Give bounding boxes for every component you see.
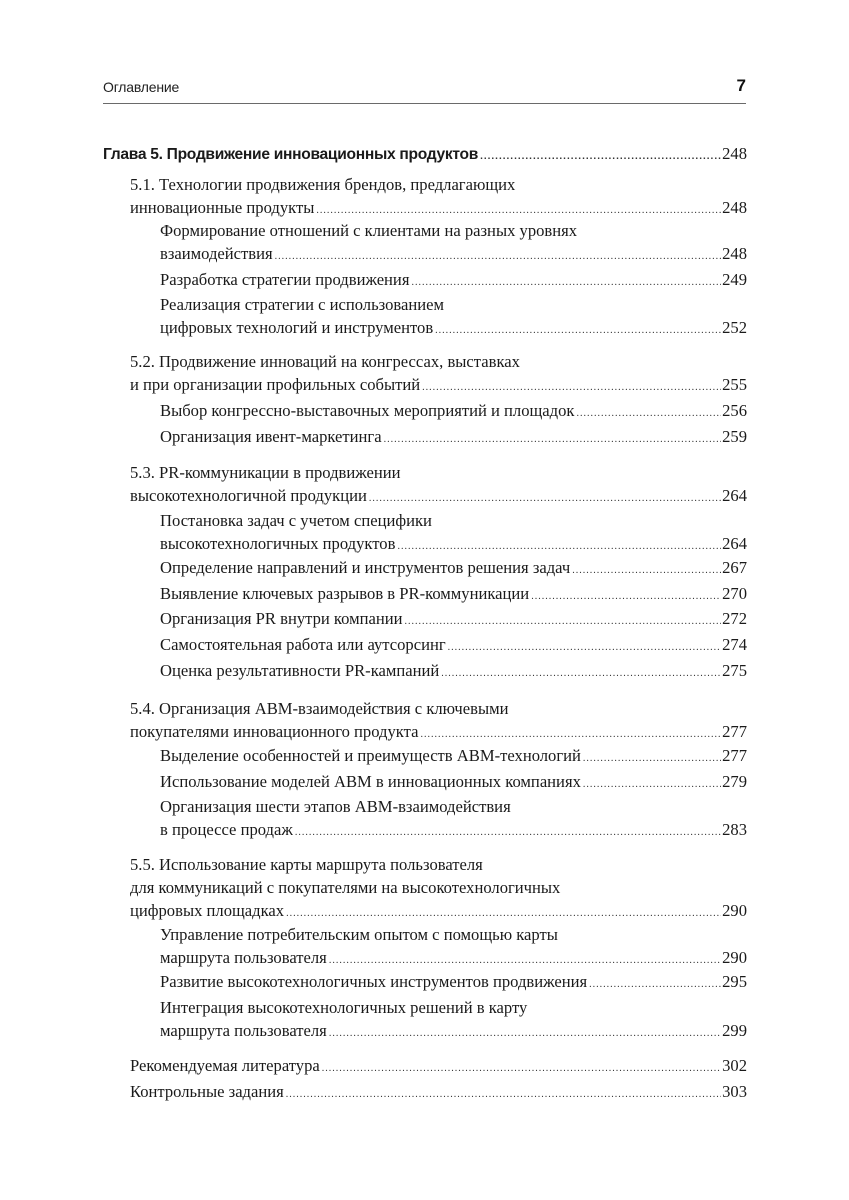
toc-section[interactable] <box>130 173 747 222</box>
toc-entry-text: в процессе продаж <box>160 820 293 839</box>
toc-entry-text: 5.4. Организация ABM-взаимодействия с ключевыми <box>130 699 509 718</box>
toc-entry-text: цифровых площадках <box>130 901 285 920</box>
dot-leader <box>384 428 722 451</box>
toc-entry-text: 5.2. Продвижение инноваций на конгрессах, выставках <box>130 352 520 371</box>
toc-entry-text: Выбор конгрессно-выставочных мероприятий и площадок <box>160 401 575 420</box>
dot-leader <box>480 145 721 168</box>
toc-page-number: 290 <box>722 901 747 920</box>
toc-section[interactable] <box>130 350 747 399</box>
toc-page-number: 274 <box>722 635 747 654</box>
toc-page-number: 248 <box>722 198 747 217</box>
toc-entry-text: 5.3. PR-коммуникации в продвижении <box>130 463 401 482</box>
toc-entry-text: Интеграция высокотехнологичных решений в карту <box>160 998 528 1017</box>
page-number: 7 <box>736 76 746 95</box>
toc-page-number: 270 <box>722 584 747 603</box>
toc-entry-text: Реализация стратегии с использованием <box>160 295 445 314</box>
dot-leader <box>420 723 721 746</box>
toc-page-number: 264 <box>722 486 747 505</box>
toc-subsection[interactable] <box>160 970 747 996</box>
toc-page-number: 252 <box>722 318 747 337</box>
dot-leader <box>572 559 721 582</box>
toc-subsection[interactable] <box>160 268 747 294</box>
toc-entry-text: Выделение особенностей и преимуществ ABM-технологий <box>160 746 581 765</box>
dot-leader <box>583 747 721 770</box>
toc-page-number: 277 <box>722 722 747 741</box>
dot-leader <box>286 902 721 925</box>
toc-page-number: 290 <box>722 948 747 967</box>
toc-entry-text: Организация ивент-маркетинга <box>160 427 382 446</box>
toc-entry-text: Организация шести этапов ABM-взаимодействия <box>160 797 511 816</box>
toc-entry-text: Разработка стратегии продвижения <box>160 270 410 289</box>
toc-subsection[interactable] <box>160 633 747 659</box>
toc-subsection[interactable] <box>160 293 747 342</box>
toc-page-number: 272 <box>722 609 747 628</box>
toc-entry-text: Развитие высокотехнологичных инструментов продвижения <box>160 972 588 991</box>
toc-page-number: 277 <box>722 746 747 765</box>
toc-page-number: 256 <box>722 401 747 420</box>
dot-leader <box>422 376 721 399</box>
toc-entry-text: взаимодействия <box>160 244 273 263</box>
toc-subsection[interactable] <box>160 607 747 633</box>
toc-page-number: 255 <box>722 375 747 394</box>
toc-page-number: 275 <box>722 661 747 680</box>
toc-page-number: 248 <box>722 144 747 163</box>
toc-page-number: 283 <box>722 820 747 839</box>
toc-chapter-title: Глава 5. Продвижение инновационных продуктов <box>103 146 479 163</box>
dot-leader <box>397 535 721 558</box>
toc-subsection[interactable] <box>160 219 747 268</box>
toc-page-number: 264 <box>722 534 747 553</box>
dot-leader <box>576 402 721 425</box>
toc-section[interactable] <box>130 1080 747 1106</box>
toc-entry-text: покупателями инновационного продукта <box>130 722 419 741</box>
toc-entry-text: высокотехнологичной продукции <box>130 486 367 505</box>
dot-leader <box>531 585 721 608</box>
toc-entry-text: цифровых технологий и инструментов <box>160 318 434 337</box>
toc-entry-text: маршрута пользователя <box>160 1021 327 1040</box>
toc-entry-text: Оценка результативности PR-кампаний <box>160 661 440 680</box>
toc-entry-text: инновационные продукты <box>130 198 315 217</box>
dot-leader <box>448 636 721 659</box>
toc-subsection[interactable] <box>160 923 747 972</box>
toc-entry-text: 5.1. Технологии продвижения брендов, предлагающих <box>130 175 516 194</box>
toc-subsection[interactable] <box>160 582 747 608</box>
toc-entry-text: Самостоятельная работа или аутсорсинг <box>160 635 446 654</box>
toc-entry-text: Определение направлений и инструментов решения задач <box>160 558 571 577</box>
toc-entry-text: Формирование отношений с клиентами на разных уровнях <box>160 221 578 240</box>
toc-page-number: 259 <box>722 427 747 446</box>
dot-leader <box>589 973 721 996</box>
toc-subsection[interactable] <box>160 744 747 770</box>
toc-subsection[interactable] <box>160 770 747 796</box>
toc-section[interactable] <box>130 853 747 925</box>
toc-subsection[interactable] <box>160 509 747 558</box>
toc-entry-text: Организация PR внутри компании <box>160 609 403 628</box>
toc-entry-text: для коммуникаций с покупателями на высокотехнологичных <box>130 878 561 897</box>
toc-subsection[interactable] <box>160 996 747 1045</box>
toc-subsection[interactable] <box>160 425 747 451</box>
running-header-title: Оглавление <box>103 79 180 95</box>
toc-page-number: 299 <box>722 1021 747 1040</box>
dot-leader <box>329 949 721 972</box>
dot-leader <box>286 1083 721 1106</box>
toc-section[interactable] <box>130 1054 747 1080</box>
toc-entry-text: и при организации профильных событий <box>130 375 421 394</box>
toc-page-number: 302 <box>722 1056 747 1075</box>
toc-entry-text: Управление потребительским опытом с помощью карты <box>160 925 558 944</box>
toc-page-number: 279 <box>722 772 747 791</box>
dot-leader <box>275 245 722 268</box>
toc-entry-text: высокотехнологичных продуктов <box>160 534 396 553</box>
dot-leader <box>441 662 721 685</box>
toc-page-number: 248 <box>722 244 747 263</box>
toc-entry-text: маршрута пользователя <box>160 948 327 967</box>
toc-chapter-heading[interactable] <box>103 142 747 168</box>
toc-entry-text: 5.5. Использование карты маршрута пользователя <box>130 855 483 874</box>
toc-entry-text: Контрольные задания <box>130 1082 284 1101</box>
running-header <box>103 77 746 104</box>
toc-subsection[interactable] <box>160 659 747 685</box>
toc-entry-text: Использование моделей ABM в инновационных компаниях <box>160 772 581 791</box>
toc-entry-text: Выявление ключевых разрывов в PR-коммуникации <box>160 584 530 603</box>
dot-leader <box>369 487 721 510</box>
toc-page-number: 303 <box>722 1082 747 1101</box>
toc-entry-text: Постановка задач с учетом специфики <box>160 511 432 530</box>
toc-subsection[interactable] <box>160 399 747 425</box>
dot-leader <box>435 319 721 342</box>
toc-section[interactable] <box>130 461 747 510</box>
dot-leader <box>405 610 722 633</box>
dot-leader <box>411 271 721 294</box>
toc-entry-text: Рекомендуемая литература <box>130 1056 320 1075</box>
dot-leader <box>322 1057 721 1080</box>
toc-page-number: 295 <box>722 972 747 991</box>
dot-leader <box>329 1022 721 1045</box>
toc-page-number: 249 <box>722 270 747 289</box>
toc-section[interactable] <box>130 697 747 746</box>
toc-subsection[interactable] <box>160 795 747 844</box>
dot-leader <box>295 821 721 844</box>
toc-page-number: 267 <box>722 558 747 577</box>
toc-subsection[interactable] <box>160 556 747 582</box>
dot-leader <box>583 773 721 796</box>
